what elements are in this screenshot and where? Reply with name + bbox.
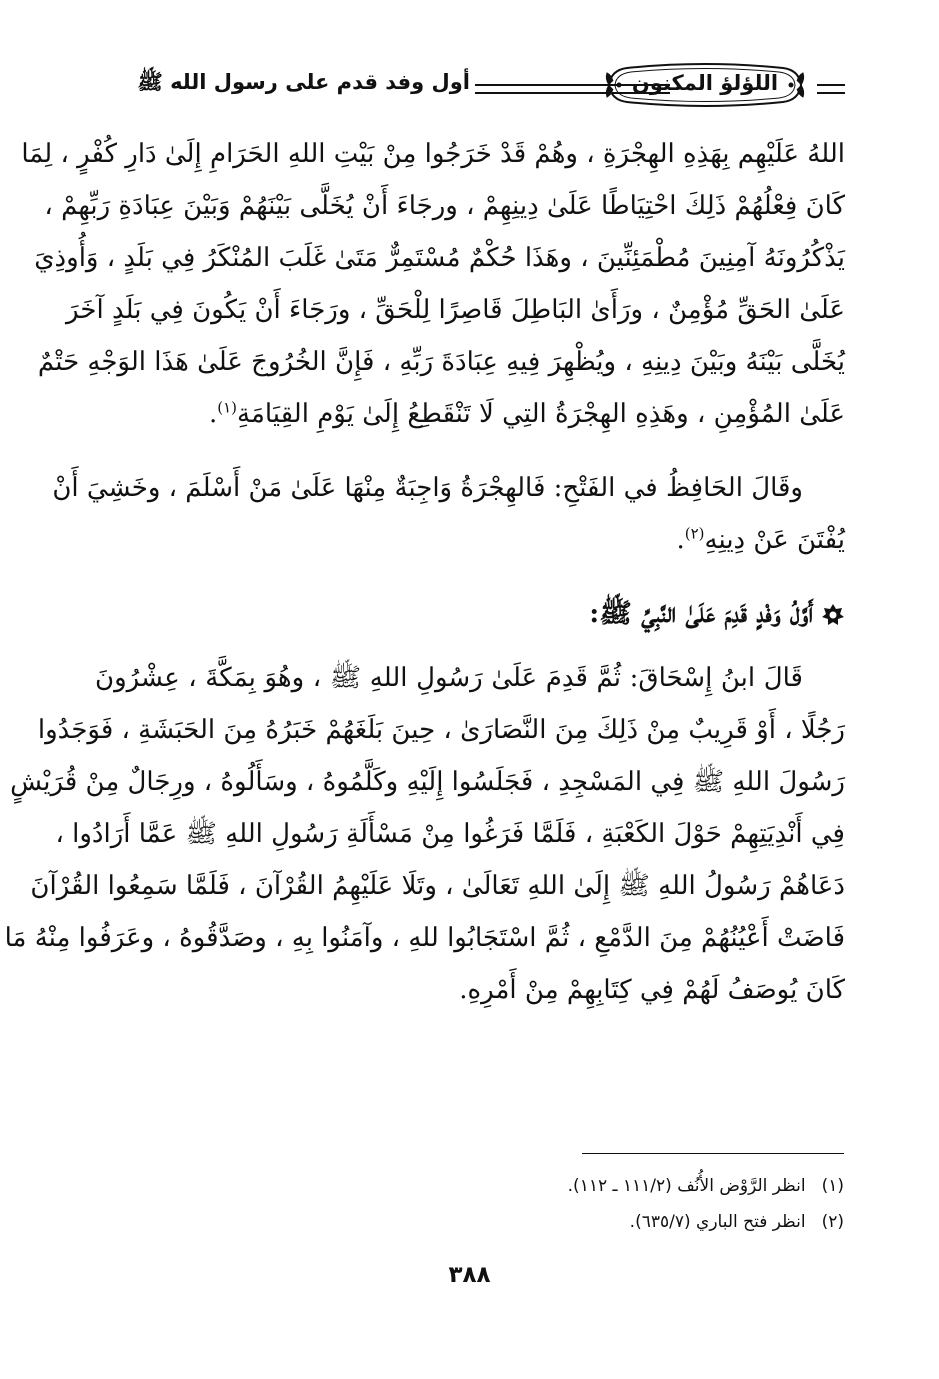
book-title: اللؤلؤ المكنون — [631, 71, 779, 95]
line-end-period: . — [676, 525, 685, 555]
flower-bullet-icon — [821, 603, 845, 627]
footnote-2 — [94, 1204, 844, 1240]
text-line: قَالَ ابنُ إِسْحَاقَ: ثُمَّ قَدِمَ عَلَىٰ رَسُولِ اللهِ ﷺ ، وهُوَ بِمَكَّةَ ، عِشْرُونَ — [95, 663, 803, 693]
text-line: فَاضَتْ أَعْيُنُهُمْ مِنَ الدَّمْعِ ، ثُمَّ اسْتَجَابُوا للهِ ، وآمَنُوا بِهِ ، وصَدَّقُوهُ ، وعَرَفُوا مِنْهُ مَا — [4, 923, 845, 953]
text-line: كَانَ يُوصَفُ لَهُمْ فِي كِتَابِهِمْ مِنْ أَمْرِهِ. — [459, 975, 845, 1005]
main-text — [4, 128, 845, 1016]
text-line: فِي أَنْدِيَتِهِمْ حَوْلَ الكَعْبَةِ ، فَلَمَّا فَرَغُوا مِنْ مَسْأَلَةِ رَسُولِ اللهِ ﷺ عَمَّا أَرَادُوا ، — [55, 819, 845, 849]
footnote-number: (٢) — [821, 1212, 844, 1232]
footnote-text: انظر الرَّوْض الأُنُف (١١١/٢ ـ ١١٢). — [567, 1176, 806, 1196]
text-line: اللهُ عَلَيْهِم بِهَذِهِ الهِجْرَةِ ، وهُمْ قَدْ خَرَجُوا مِنْ بَيْتِ اللهِ الحَرَامِ إِلَىٰ دَارِ كُفْرٍ ، لِمَا — [21, 139, 845, 169]
text-line: عَلَىٰ الحَقِّ مُؤْمِنٌ ، ورَأَىٰ البَاطِلَ قَاصِرًا لِلْحَقِّ ، ورَجَاءَ أَنْ يَكُونَ فِي بَلَدٍ آخَرَ — [66, 295, 845, 325]
footnote-text: انظر فتح الباري (٦٣٥/٧). — [629, 1212, 806, 1232]
footnote-separator — [582, 1153, 844, 1154]
text-line-content: عَلَىٰ المُؤْمِنِ ، وهَذِهِ الهِجْرَةُ التِي لَا تَنْقَطِعُ إِلَىٰ يَوْمِ القِيَامَةِ — [237, 399, 845, 429]
paragraph-3 — [4, 652, 845, 1016]
text-line: يَذْكُرُونَهُ آمِنِينَ مُطْمَئِنِّينَ ، وهَذَا حُكْمٌ مُسْتَمِرٌّ مَتَىٰ غَلَبَ المُنْكَرُ فِي بَلَدٍ ، وَأُوذِيَ — [34, 243, 845, 273]
footnote-number: (١) — [821, 1176, 844, 1196]
footnote-1 — [94, 1168, 844, 1204]
section-heading-text: أَوَّلُ وَفْدٍ قَدِمَ عَلَىٰ النَّبِيِّ ﷺ: — [589, 598, 813, 629]
text-line: رَسُولَ اللهِ ﷺ فِي المَسْجِدِ ، فَجَلَسُوا إِلَيْهِ وكَلَّمُوهُ ، وسَأَلُوهُ ، ورِجَالٌ مِنْ قُرَيْشٍ — [10, 767, 845, 797]
text-line: دَعَاهُمْ رَسُولُ اللهِ ﷺ إِلَىٰ اللهِ تَعَالَىٰ ، وتَلَا عَلَيْهِمُ القُرْآنَ ، فَلَمَّا سَمِعُوا القُرْآنَ — [30, 871, 845, 901]
section-heading — [95, 588, 845, 640]
paragraph-2 — [52, 462, 845, 566]
text-line: رَجُلًا ، أَوْ قَرِيبٌ مِنْ ذَلِكَ مِنَ النَّصَارَىٰ ، حِينَ بَلَغَهُمْ خَبَرُهُ مِنَ الحَبَشَةِ ، فَوَجَدُوا — [37, 715, 845, 745]
footnote-ref-2[interactable]: (٢) — [684, 524, 705, 543]
text-line-content: يُفْتَنَ عَنْ دِينِهِ — [704, 525, 845, 555]
text-line — [95, 388, 845, 440]
text-line — [95, 514, 845, 566]
running-header — [95, 58, 845, 114]
paragraph-1 — [21, 128, 845, 440]
text-line: وقَالَ الحَافِظُ في الفَتْحِ: فَالهِجْرَةُ وَاجِبَةٌ مِنْهَا عَلَىٰ مَنْ أَسْلَمَ ، وخَشِيَ أَنْ — [52, 473, 803, 503]
text-line: كَانَ فِعْلُهُمْ ذَلِكَ احْتِيَاطًا عَلَىٰ دِينِهِمْ ، ورجَاءَ أَنْ يُخَلَّى بَيْنَهُمْ وَبَيْنَ عِبَادَةِ رَبِّهِمْ ، — [44, 191, 845, 221]
header-rule-middle — [475, 84, 670, 94]
header-rule-right — [817, 84, 845, 94]
chapter-title: أول وفد قدم على رسول الله ﷺ — [137, 70, 470, 94]
page-number: ٣٨٨ — [448, 1262, 491, 1288]
footnote-ref-1[interactable]: (١) — [217, 398, 238, 417]
footnotes — [94, 1168, 844, 1240]
text-line: يُخَلَّى بَيْنَهُ وبَيْنَ دِينِهِ ، ويُظْهِرَ فِيهِ عِبَادَةَ رَبِّهِ ، فَإِنَّ الخُرُوجَ عَلَىٰ هَذَا الوَجْهِ حَتْمٌ — [37, 347, 845, 377]
line-end-period: . — [208, 399, 218, 429]
